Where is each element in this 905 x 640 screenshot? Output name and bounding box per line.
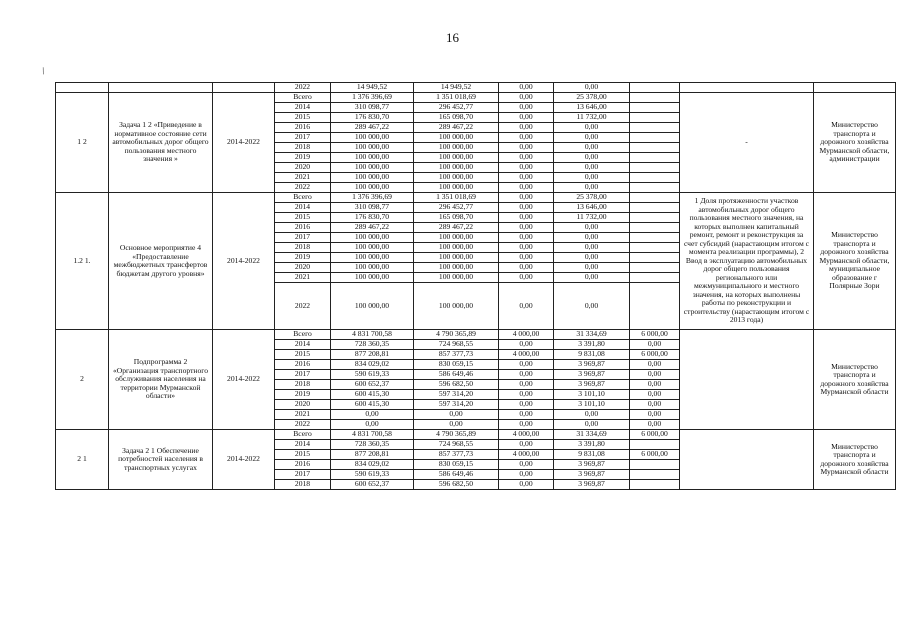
amount-total-cell: 1 376 396,69 — [331, 193, 414, 203]
amount-local-cell: 9 831,08 — [554, 350, 630, 360]
amount-regional-cell: 100 000,00 — [414, 253, 499, 263]
amount-federal-cell: 0,00 — [499, 233, 554, 243]
amount-regional-cell: 830 059,15 — [414, 460, 499, 470]
amount-federal-cell: 0,00 — [499, 253, 554, 263]
amount-federal-cell: 0,00 — [499, 123, 554, 133]
amount-federal-cell: 0,00 — [499, 440, 554, 450]
amount-local-cell: 3 101,10 — [554, 400, 630, 410]
amount-regional-cell: 0,00 — [414, 410, 499, 420]
year-cell: 2015 — [275, 213, 331, 223]
amount-other-cell — [630, 263, 680, 273]
year-cell: 2019 — [275, 390, 331, 400]
amount-local-cell: 3 391,80 — [554, 340, 630, 350]
amount-federal-cell: 0,00 — [499, 183, 554, 193]
amount-regional-cell: 100 000,00 — [414, 183, 499, 193]
amount-total-cell: 14 949,52 — [331, 83, 414, 93]
amount-other-cell: 0,00 — [630, 410, 680, 420]
year-cell: 2016 — [275, 123, 331, 133]
table-row — [56, 430, 896, 440]
amount-other-cell — [630, 123, 680, 133]
amount-local-cell: 0,00 — [554, 410, 630, 420]
amount-other-cell — [630, 233, 680, 243]
amount-total-cell: 600 652,37 — [331, 380, 414, 390]
amount-regional-cell: 597 314,20 — [414, 390, 499, 400]
amount-regional-cell: 586 649,46 — [414, 370, 499, 380]
margin-mark: / — [40, 65, 47, 78]
amount-other-cell — [630, 193, 680, 203]
amount-federal-cell: 0,00 — [499, 460, 554, 470]
amount-regional-cell: 586 649,46 — [414, 470, 499, 480]
amount-total-cell: 100 000,00 — [331, 153, 414, 163]
amount-local-cell: 0,00 — [554, 223, 630, 233]
year-cell: 2020 — [275, 263, 331, 273]
amount-regional-cell: 1 351 018,69 — [414, 193, 499, 203]
table-row — [56, 83, 896, 93]
indicator-cell — [680, 330, 814, 430]
amount-local-cell: 3 391,80 — [554, 440, 630, 450]
year-cell: 2014 — [275, 340, 331, 350]
amount-federal-cell: 0,00 — [499, 380, 554, 390]
amount-regional-cell: 165 098,70 — [414, 213, 499, 223]
amount-federal-cell: 0,00 — [499, 390, 554, 400]
amount-local-cell: 0,00 — [554, 420, 630, 430]
amount-federal-cell: 4 000,00 — [499, 330, 554, 340]
amount-local-cell: 3 101,10 — [554, 390, 630, 400]
amount-other-cell: 6 000,00 — [630, 450, 680, 460]
amount-other-cell — [630, 163, 680, 173]
amount-total-cell: 834 029,02 — [331, 360, 414, 370]
amount-federal-cell: 0,00 — [499, 133, 554, 143]
amount-other-cell: 6 000,00 — [630, 330, 680, 340]
amount-federal-cell: 0,00 — [499, 83, 554, 93]
amount-other-cell — [630, 93, 680, 103]
amount-other-cell — [630, 283, 680, 330]
indicator-cell — [680, 83, 814, 93]
amount-other-cell — [630, 253, 680, 263]
period-cell: 2014-2022 — [213, 193, 275, 330]
amount-local-cell: 3 969,87 — [554, 380, 630, 390]
amount-total-cell: 0,00 — [331, 410, 414, 420]
year-cell: 2017 — [275, 233, 331, 243]
period-cell: 2014-2022 — [213, 430, 275, 490]
responsible-cell: Министерство транспорта и дорожного хозяйства Мурманской области — [814, 430, 896, 490]
amount-local-cell: 3 969,87 — [554, 370, 630, 380]
year-cell: 2021 — [275, 410, 331, 420]
amount-regional-cell: 596 682,50 — [414, 480, 499, 490]
responsible-cell: Министерство транспорта и дорожного хозяйства Мурманской области, администрации — [814, 93, 896, 193]
amount-federal-cell: 0,00 — [499, 223, 554, 233]
amount-regional-cell: 100 000,00 — [414, 153, 499, 163]
amount-regional-cell: 100 000,00 — [414, 273, 499, 283]
amount-total-cell: 100 000,00 — [331, 173, 414, 183]
amount-other-cell — [630, 203, 680, 213]
amount-local-cell: 13 646,00 — [554, 103, 630, 113]
amount-regional-cell: 14 949,52 — [414, 83, 499, 93]
table-row — [56, 93, 896, 103]
amount-regional-cell: 289 467,22 — [414, 123, 499, 133]
amount-total-cell: 100 000,00 — [331, 183, 414, 193]
amount-local-cell: 0,00 — [554, 123, 630, 133]
amount-local-cell: 13 646,00 — [554, 203, 630, 213]
amount-federal-cell: 0,00 — [499, 360, 554, 370]
amount-total-cell: 877 208,81 — [331, 350, 414, 360]
amount-local-cell: 0,00 — [554, 243, 630, 253]
table-row — [56, 330, 896, 340]
year-cell: 2019 — [275, 253, 331, 263]
year-cell: 2017 — [275, 370, 331, 380]
indicator-cell: 1 Доля протяженности участков автомобильных дорог общего пользования местного значения, на которых выполнен капитальный ремонт, ремонт и реконструкция за счет субсидий (нарастающим итогом с момента реализации программы), 2 Ввод в эксплуатацию автомобильных дорог общего пользования регионального или межмуниципального и местного значения, на которых выполнены работы по реконструкции и строительству (нарастающим итогом с 2013 года) — [680, 193, 814, 330]
period-cell: 2014-2022 — [213, 93, 275, 193]
year-cell: Всего — [275, 430, 331, 440]
amount-local-cell: 0,00 — [554, 283, 630, 330]
amount-local-cell: 11 732,00 — [554, 213, 630, 223]
amount-total-cell: 100 000,00 — [331, 133, 414, 143]
amount-other-cell — [630, 470, 680, 480]
amount-total-cell: 4 831 700,58 — [331, 330, 414, 340]
amount-federal-cell: 0,00 — [499, 480, 554, 490]
responsible-cell: Министерство транспорта и дорожного хозяйства Мурманской области, муниципальное образование г Полярные Зори — [814, 193, 896, 330]
year-cell: 2019 — [275, 153, 331, 163]
amount-regional-cell: 1 351 018,69 — [414, 93, 499, 103]
year-cell: 2014 — [275, 440, 331, 450]
year-cell: 2021 — [275, 273, 331, 283]
amount-federal-cell: 0,00 — [499, 420, 554, 430]
amount-other-cell: 6 000,00 — [630, 350, 680, 360]
responsible-cell — [814, 83, 896, 93]
amount-regional-cell: 165 098,70 — [414, 113, 499, 123]
amount-other-cell — [630, 480, 680, 490]
amount-total-cell: 728 360,35 — [331, 440, 414, 450]
amount-total-cell: 100 000,00 — [331, 163, 414, 173]
activity-name-cell: Основное мероприятие 4 «Предоставление межбюджетных трансфертов бюджетам другого уровня» — [109, 193, 213, 330]
row-number-cell: 2 1 — [56, 430, 109, 490]
amount-other-cell — [630, 143, 680, 153]
year-cell: 2018 — [275, 380, 331, 390]
year-cell: 2017 — [275, 470, 331, 480]
amount-regional-cell: 857 377,73 — [414, 450, 499, 460]
program-funding-table — [55, 82, 896, 490]
amount-federal-cell: 0,00 — [499, 340, 554, 350]
amount-total-cell: 100 000,00 — [331, 253, 414, 263]
year-cell: Всего — [275, 330, 331, 340]
row-number-cell: 2 — [56, 330, 109, 430]
amount-total-cell: 100 000,00 — [331, 143, 414, 153]
row-number-cell: 1 2 — [56, 93, 109, 193]
amount-local-cell: 0,00 — [554, 173, 630, 183]
amount-other-cell — [630, 223, 680, 233]
amount-other-cell: 0,00 — [630, 340, 680, 350]
amount-other-cell — [630, 273, 680, 283]
page-number: 16 — [446, 30, 459, 45]
year-cell: 2022 — [275, 420, 331, 430]
amount-federal-cell: 0,00 — [499, 103, 554, 113]
year-cell: 2022 — [275, 183, 331, 193]
amount-total-cell: 100 000,00 — [331, 243, 414, 253]
period-cell: 2014-2022 — [213, 330, 275, 430]
indicator-cell — [680, 430, 814, 490]
amount-regional-cell: 597 314,20 — [414, 400, 499, 410]
amount-other-cell — [630, 213, 680, 223]
amount-total-cell: 1 376 396,69 — [331, 93, 414, 103]
amount-regional-cell: 100 000,00 — [414, 163, 499, 173]
year-cell: 2014 — [275, 203, 331, 213]
amount-federal-cell: 0,00 — [499, 213, 554, 223]
year-cell: 2016 — [275, 223, 331, 233]
amount-other-cell — [630, 83, 680, 93]
amount-regional-cell: 100 000,00 — [414, 173, 499, 183]
amount-federal-cell: 0,00 — [499, 370, 554, 380]
table-row — [56, 193, 896, 203]
amount-other-cell — [630, 440, 680, 450]
amount-total-cell: 100 000,00 — [331, 233, 414, 243]
amount-federal-cell: 0,00 — [499, 193, 554, 203]
amount-federal-cell: 4 000,00 — [499, 450, 554, 460]
amount-local-cell: 0,00 — [554, 183, 630, 193]
amount-federal-cell: 0,00 — [499, 410, 554, 420]
row-number-cell: 1.2 1. — [56, 193, 109, 330]
amount-local-cell: 0,00 — [554, 273, 630, 283]
amount-local-cell: 3 969,87 — [554, 470, 630, 480]
amount-federal-cell: 0,00 — [499, 143, 554, 153]
amount-local-cell: 0,00 — [554, 143, 630, 153]
amount-federal-cell: 0,00 — [499, 113, 554, 123]
year-cell: 2018 — [275, 243, 331, 253]
amount-other-cell — [630, 153, 680, 163]
amount-total-cell: 877 208,81 — [331, 450, 414, 460]
name-cell — [109, 83, 213, 93]
year-cell: 2017 — [275, 133, 331, 143]
amount-total-cell: 100 000,00 — [331, 273, 414, 283]
amount-total-cell: 289 467,22 — [331, 223, 414, 233]
amount-other-cell: 0,00 — [630, 380, 680, 390]
year-cell: 2018 — [275, 143, 331, 153]
amount-regional-cell: 724 968,55 — [414, 440, 499, 450]
amount-federal-cell: 0,00 — [499, 163, 554, 173]
amount-other-cell — [630, 173, 680, 183]
amount-other-cell: 0,00 — [630, 400, 680, 410]
amount-total-cell: 176 830,70 — [331, 213, 414, 223]
amount-local-cell: 0,00 — [554, 263, 630, 273]
indicator-cell: - — [680, 93, 814, 193]
amount-regional-cell: 296 452,77 — [414, 103, 499, 113]
amount-other-cell: 0,00 — [630, 420, 680, 430]
responsible-cell: Министерство транспорта и дорожного хозяйства Мурманской области — [814, 330, 896, 430]
amount-regional-cell: 296 452,77 — [414, 203, 499, 213]
amount-total-cell: 176 830,70 — [331, 113, 414, 123]
amount-regional-cell: 0,00 — [414, 420, 499, 430]
amount-regional-cell: 100 000,00 — [414, 263, 499, 273]
year-cell: 2015 — [275, 113, 331, 123]
amount-federal-cell: 0,00 — [499, 173, 554, 183]
amount-regional-cell: 289 467,22 — [414, 223, 499, 233]
amount-federal-cell: 0,00 — [499, 273, 554, 283]
amount-total-cell: 100 000,00 — [331, 283, 414, 330]
amount-federal-cell: 4 000,00 — [499, 430, 554, 440]
amount-other-cell — [630, 243, 680, 253]
amount-local-cell: 9 831,08 — [554, 450, 630, 460]
amount-regional-cell: 100 000,00 — [414, 143, 499, 153]
amount-local-cell: 0,00 — [554, 83, 630, 93]
amount-total-cell: 590 619,33 — [331, 470, 414, 480]
amount-federal-cell: 0,00 — [499, 283, 554, 330]
year-cell: Всего — [275, 93, 331, 103]
amount-total-cell: 310 098,77 — [331, 103, 414, 113]
amount-other-cell: 0,00 — [630, 390, 680, 400]
year-cell: 2016 — [275, 460, 331, 470]
amount-total-cell: 289 467,22 — [331, 123, 414, 133]
amount-other-cell — [630, 103, 680, 113]
amount-other-cell — [630, 133, 680, 143]
amount-other-cell: 0,00 — [630, 360, 680, 370]
amount-other-cell — [630, 183, 680, 193]
year-cell: 2020 — [275, 163, 331, 173]
amount-other-cell — [630, 113, 680, 123]
activity-name-cell: Подпрограмма 2 «Организация транспортного обслуживания населения на территории Мурманской области» — [109, 330, 213, 430]
amount-regional-cell: 4 790 365,89 — [414, 330, 499, 340]
amount-local-cell: 0,00 — [554, 163, 630, 173]
year-cell: 2018 — [275, 480, 331, 490]
year-cell: 2015 — [275, 350, 331, 360]
amount-federal-cell: 0,00 — [499, 203, 554, 213]
amount-federal-cell: 0,00 — [499, 93, 554, 103]
amount-total-cell: 600 415,30 — [331, 390, 414, 400]
year-cell: 2022 — [275, 83, 331, 93]
amount-federal-cell: 0,00 — [499, 400, 554, 410]
amount-total-cell: 600 415,30 — [331, 400, 414, 410]
amount-other-cell: 0,00 — [630, 370, 680, 380]
year-cell: 2016 — [275, 360, 331, 370]
year-cell: 2021 — [275, 173, 331, 183]
amount-federal-cell: 0,00 — [499, 263, 554, 273]
amount-regional-cell: 857 377,73 — [414, 350, 499, 360]
amount-local-cell: 0,00 — [554, 253, 630, 263]
activity-name-cell: Задача 2 1 Обеспечение потребностей населения в транспортных услугах — [109, 430, 213, 490]
amount-other-cell: 6 000,00 — [630, 430, 680, 440]
amount-other-cell — [630, 460, 680, 470]
amount-total-cell: 310 098,77 — [331, 203, 414, 213]
year-cell: 2020 — [275, 400, 331, 410]
amount-federal-cell: 4 000,00 — [499, 350, 554, 360]
number-cell — [56, 83, 109, 93]
amount-total-cell: 100 000,00 — [331, 263, 414, 273]
amount-total-cell: 590 619,33 — [331, 370, 414, 380]
amount-federal-cell: 0,00 — [499, 470, 554, 480]
amount-regional-cell: 100 000,00 — [414, 283, 499, 330]
amount-local-cell: 3 969,87 — [554, 480, 630, 490]
amount-regional-cell: 100 000,00 — [414, 133, 499, 143]
year-cell: 2022 — [275, 283, 331, 330]
amount-local-cell: 25 378,00 — [554, 193, 630, 203]
amount-regional-cell: 596 682,50 — [414, 380, 499, 390]
period-cell — [213, 83, 275, 93]
activity-name-cell: Задача 1 2 «Приведение в нормативное состояние сети автомобильных дорог общего пользования местного значения » — [109, 93, 213, 193]
amount-total-cell: 728 360,35 — [331, 340, 414, 350]
amount-total-cell: 4 831 700,58 — [331, 430, 414, 440]
amount-federal-cell: 0,00 — [499, 243, 554, 253]
amount-total-cell: 834 029,02 — [331, 460, 414, 470]
amount-local-cell: 3 969,87 — [554, 460, 630, 470]
year-cell: 2014 — [275, 103, 331, 113]
amount-federal-cell: 0,00 — [499, 153, 554, 163]
amount-regional-cell: 100 000,00 — [414, 243, 499, 253]
amount-local-cell: 31 334,69 — [554, 430, 630, 440]
amount-local-cell: 25 378,00 — [554, 93, 630, 103]
year-cell: 2015 — [275, 450, 331, 460]
amount-total-cell: 0,00 — [331, 420, 414, 430]
amount-total-cell: 600 652,37 — [331, 480, 414, 490]
amount-local-cell: 3 969,87 — [554, 360, 630, 370]
amount-local-cell: 0,00 — [554, 233, 630, 243]
amount-regional-cell: 830 059,15 — [414, 360, 499, 370]
amount-local-cell: 0,00 — [554, 133, 630, 143]
amount-regional-cell: 4 790 365,89 — [414, 430, 499, 440]
amount-local-cell: 0,00 — [554, 153, 630, 163]
amount-regional-cell: 724 968,55 — [414, 340, 499, 350]
year-cell: Всего — [275, 193, 331, 203]
amount-local-cell: 11 732,00 — [554, 113, 630, 123]
amount-regional-cell: 100 000,00 — [414, 233, 499, 243]
amount-local-cell: 31 334,69 — [554, 330, 630, 340]
